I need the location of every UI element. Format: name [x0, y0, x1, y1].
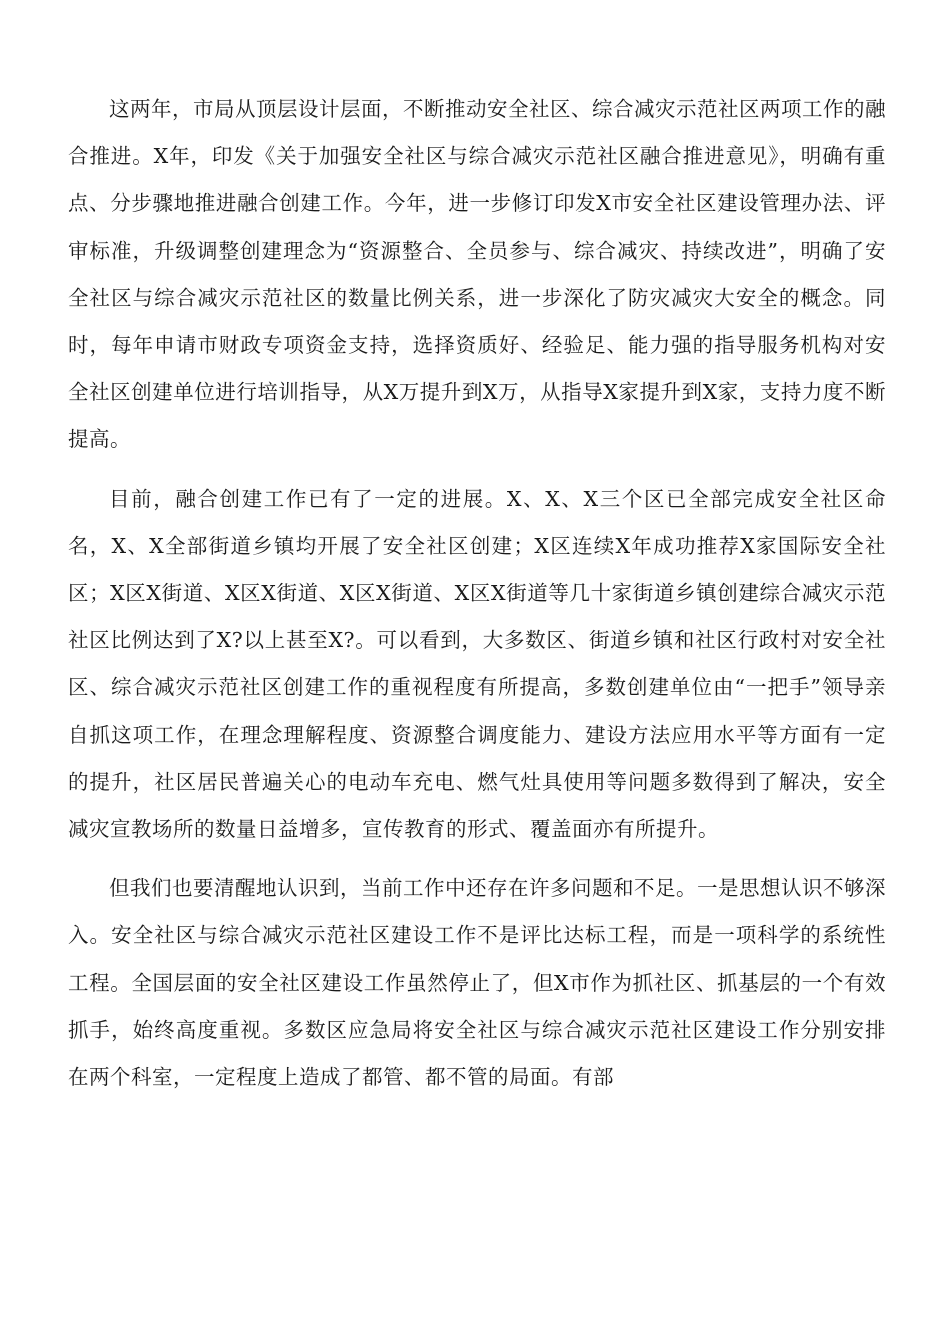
paragraph-3: 但我们也要清醒地认识到，当前工作中还存在许多问题和不足。一是思想认识不够深入。安全社区与综合减灾示范社区建设工作不是评比达标工程，而是一项科学的系统性工程。全国层面的安全社区建设工作虽然停止了，但X市作为抓社区、抓基层的一个有效抓手，始终高度重视。多数区应急局将安全社区与综合减灾示范社区建设工作分别安排在两个科室，一定程度上造成了都管、都不管的局面。有部 — [68, 876, 886, 1090]
document-body — [68, 86, 886, 1113]
paragraph-2: 目前，融合创建工作已有了一定的进展。X、X、X三个区已全部完成安全社区命名，X、X全部街道乡镇均开展了安全社区创建；X区连续X年成功推荐X家国际安全社区；X区X街道、X区X街道、X区X街道、X区X街道等几十家街道乡镇创建综合减灾示范社区比例达到了X?以上甚至X?。可以看到，大多数区、街道乡镇和社区行政村对安全社区、综合减灾示范社区创建工作的重视程度有所提高，多数创建单位由“一把手”领导亲自抓这项工作，在理念理解程度、资源整合调度能力、建设方法应用水平等方面有一定的提升，社区居民普遍关心的电动车充电、燃气灶具使用等问题多数得到了解决，安全减灾宣教场所的数量日益增多，宣传教育的形式、覆盖面亦有所提升。 — [68, 486, 886, 842]
paragraph-1: 这两年，市局从顶层设计层面，不断推动安全社区、综合减灾示范社区两项工作的融合推进。X年，印发《关于加强安全社区与综合减灾示范社区融合推进意见》，明确有重点、分步骤地推进融合创建工作。今年，进一步修订印发X市安全社区建设管理办法、评审标准，升级调整创建理念为“资源整合、全员参与、综合减灾、持续改进”，明确了安全社区与综合减灾示范社区的数量比例关系，进一步深化了防灾减灾大安全的概念。同时，每年申请市财政专项资金支持，选择资质好、经验足、能力强的指导服务机构对安全社区创建单位进行培训指导，从X万提升到X万，从指导X家提升到X家，支持力度不断提高。 — [68, 97, 886, 452]
